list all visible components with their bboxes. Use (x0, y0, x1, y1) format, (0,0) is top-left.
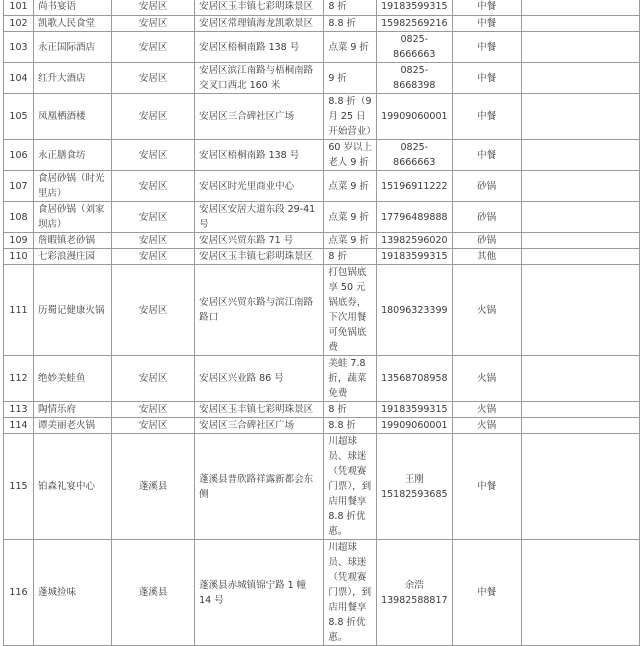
district: 安居区 (138, 404, 168, 415)
table-body (4, 0, 640, 646)
table-row (4, 171, 640, 202)
district: 安居区 (138, 420, 168, 431)
merchant-name: 凯歌人民食堂 (37, 18, 95, 29)
merchant-name: 红升大酒店 (37, 72, 86, 84)
merchant-name-cell (33, 32, 111, 63)
note-cell (521, 233, 639, 249)
table-row (4, 94, 640, 140)
category-cell (452, 540, 521, 646)
district: 安居区 (138, 373, 168, 384)
discount: 点菜 9 折 (328, 180, 369, 192)
note-cell (521, 63, 639, 94)
phone-number: 15196911222 (381, 180, 448, 192)
address: 安居区三合碑社区广场 (199, 420, 295, 431)
phone-number: 19183599315 (381, 251, 448, 262)
row-number-cell (4, 265, 34, 356)
category-cell (452, 0, 521, 16)
category: 中餐 (477, 72, 497, 84)
note-cell (521, 434, 639, 540)
category: 火锅 (477, 420, 497, 431)
phone-cell (377, 233, 453, 249)
row-number-cell (4, 32, 34, 63)
merchant-name: 永正国际酒店 (37, 41, 95, 53)
row-number-cell (4, 356, 34, 402)
address: 安居区玉丰镇七彩明珠景区 (199, 404, 314, 415)
category: 中餐 (477, 149, 497, 161)
discount-cell (324, 434, 377, 540)
merchant-name: 凤凰栖酒楼 (37, 111, 86, 122)
discount: 点菜 9 折 (328, 235, 369, 246)
phone-number: 19909060001 (381, 111, 448, 122)
phone-cell (377, 171, 453, 202)
merchant-name: 陶情乐府 (37, 404, 76, 415)
address-cell (195, 32, 324, 63)
address-cell (195, 356, 324, 402)
merchant-name-cell (33, 356, 111, 402)
category-cell (452, 402, 521, 418)
table-row (4, 356, 640, 402)
note-cell (521, 0, 639, 16)
discount-cell (324, 202, 377, 233)
phone-number: 13568708958 (381, 373, 448, 384)
discount: 8 折 (328, 404, 347, 415)
address: 安居区常理镇海龙凯歌景区 (199, 18, 314, 29)
table-row (4, 16, 640, 32)
row-number: 104 (9, 72, 28, 84)
address: 安居区梧桐南路 138 号 (199, 41, 300, 53)
category-cell (452, 32, 521, 63)
category: 其他 (477, 251, 497, 262)
phone-number: 19183599315 (381, 1, 448, 12)
district-cell (112, 540, 195, 646)
merchant-name-cell (33, 202, 111, 233)
phone-number: 15182593685 (381, 488, 448, 500)
discount: 8 折 (328, 251, 347, 262)
phone-number: 19909060001 (381, 420, 448, 431)
row-number: 103 (9, 41, 28, 53)
note-cell (521, 94, 639, 140)
district-cell (112, 265, 195, 356)
category: 中餐 (477, 587, 497, 598)
category-cell (452, 63, 521, 94)
category-cell (452, 171, 521, 202)
phone-cell (377, 202, 453, 233)
discount: 川超球员、球迷（凭观赛门票），到店用餐享 8.8 折优惠。 (328, 542, 372, 643)
discount-cell (324, 16, 377, 32)
table-row (4, 418, 640, 434)
discount-cell (324, 249, 377, 265)
category-cell (452, 434, 521, 540)
category-cell (452, 418, 521, 434)
merchant-name: 铂森礼宴中心 (37, 481, 95, 492)
address: 安居区时光里商业中心 (199, 180, 295, 192)
row-number-cell (4, 540, 34, 646)
category: 火锅 (477, 373, 497, 384)
merchant-name-cell (33, 63, 111, 94)
note-cell (521, 202, 639, 233)
merchant-name-cell (33, 540, 111, 646)
row-number: 101 (9, 1, 28, 12)
table-row (4, 63, 640, 94)
merchant-discount-table (3, 0, 640, 646)
address-cell (195, 233, 324, 249)
phone-cell (377, 140, 453, 171)
merchant-name-cell (33, 16, 111, 32)
address-cell (195, 16, 324, 32)
note-cell (521, 140, 639, 171)
contact-name: 王刚 (404, 473, 424, 485)
category: 中餐 (477, 1, 497, 12)
phone-number: 17796489888 (381, 211, 448, 223)
category-cell (452, 140, 521, 171)
district-cell (112, 32, 195, 63)
phone-number: 0825-8666663 (393, 142, 436, 168)
category: 砂锅 (477, 180, 497, 192)
phone-cell (377, 94, 453, 140)
note-cell (521, 540, 639, 646)
category: 中餐 (477, 111, 497, 122)
table-row (4, 249, 640, 265)
discount: 60 岁以上老人 9 折 (328, 142, 372, 168)
discount: 点菜 9 折 (328, 41, 369, 53)
district-cell (112, 63, 195, 94)
row-number-cell (4, 434, 34, 540)
merchant-name: 食居砂锅（刘家坝店） (37, 204, 105, 230)
discount: 川超球员、球迷（凭观赛门票），到店用餐享 8.8 折优惠。 (328, 436, 372, 537)
phone-number: 0825-8666663 (393, 34, 436, 60)
discount: 打包锅底享 50 元锅底券，下次用餐可免锅底费 (328, 267, 367, 353)
district: 安居区 (138, 235, 168, 246)
address-cell (195, 434, 324, 540)
row-number-cell (4, 16, 34, 32)
note-cell (521, 32, 639, 63)
row-number: 106 (9, 149, 28, 161)
district-cell (112, 233, 195, 249)
discount: 8 折 (328, 1, 347, 12)
note-cell (521, 356, 639, 402)
merchant-name: 绝妙美蛙鱼 (37, 373, 86, 384)
address: 蓬溪县普欣路祥露新都会东侧 (199, 473, 314, 500)
row-number-cell (4, 418, 34, 434)
row-number-cell (4, 402, 34, 418)
row-number-cell (4, 202, 34, 233)
discount-cell (324, 265, 377, 356)
merchant-name-cell (33, 233, 111, 249)
merchant-name-cell (33, 140, 111, 171)
address-cell (195, 202, 324, 233)
district: 安居区 (138, 149, 168, 161)
phone-cell (377, 249, 453, 265)
district: 安居区 (138, 304, 168, 316)
category-cell (452, 94, 521, 140)
discount-cell (324, 32, 377, 63)
category: 中餐 (477, 481, 497, 492)
discount: 9 折 (328, 72, 347, 84)
address-cell (195, 540, 324, 646)
district: 安居区 (138, 1, 168, 12)
district-cell (112, 249, 195, 265)
district: 安居区 (138, 41, 168, 53)
address-cell (195, 249, 324, 265)
phone-cell (377, 402, 453, 418)
note-cell (521, 171, 639, 202)
category: 砂锅 (477, 211, 497, 223)
row-number-cell (4, 249, 34, 265)
address: 安居区玉丰镇七彩明珠景区 (199, 1, 314, 12)
phone-number: 13982588817 (381, 594, 448, 606)
note-cell (521, 418, 639, 434)
district-cell (112, 356, 195, 402)
discount-cell (324, 356, 377, 402)
merchant-name: 詹暇镇老砂锅 (37, 235, 95, 246)
district: 安居区 (138, 211, 168, 223)
district-cell (112, 418, 195, 434)
table-row (4, 402, 640, 418)
address-cell (195, 0, 324, 16)
row-number: 105 (9, 111, 28, 122)
row-number-cell (4, 63, 34, 94)
table-row (4, 32, 640, 63)
category: 砂锅 (477, 235, 497, 246)
address-cell (195, 265, 324, 356)
merchant-discount-table-container (3, 0, 640, 646)
row-number: 111 (9, 304, 28, 316)
merchant-name-cell (33, 434, 111, 540)
phone-cell (377, 16, 453, 32)
row-number: 116 (9, 587, 28, 598)
category: 火锅 (477, 404, 497, 415)
merchant-name: 永正膳食坊 (37, 149, 86, 161)
merchant-name: 谭美丽老火锅 (37, 420, 95, 431)
discount-cell (324, 94, 377, 140)
phone-cell (377, 418, 453, 434)
row-number-cell (4, 171, 34, 202)
district-cell (112, 434, 195, 540)
address: 安居区三合碑社区广场 (199, 111, 295, 122)
district-cell (112, 0, 195, 16)
discount: 点菜 9 折 (328, 211, 369, 223)
address-cell (195, 63, 324, 94)
phone-number: 0825-8668398 (393, 65, 436, 91)
row-number-cell (4, 0, 34, 16)
table-row (4, 202, 640, 233)
district: 安居区 (138, 251, 168, 262)
row-number: 109 (9, 235, 28, 246)
row-number: 108 (9, 211, 28, 223)
merchant-name-cell (33, 402, 111, 418)
category-cell (452, 202, 521, 233)
address: 安居区兴贸东路与滨江南路路口 (199, 297, 314, 323)
row-number: 113 (9, 404, 28, 415)
row-number-cell (4, 94, 34, 140)
phone-number: 13982596020 (381, 235, 448, 246)
district: 安居区 (138, 111, 168, 122)
category: 火锅 (477, 304, 497, 316)
phone-cell (377, 63, 453, 94)
discount-cell (324, 140, 377, 171)
merchant-name-cell (33, 265, 111, 356)
merchant-name: 食居砂锅（时光里店） (37, 173, 105, 199)
table-row (4, 265, 640, 356)
discount-cell (324, 171, 377, 202)
merchant-name: 蓬城捡味 (37, 587, 76, 598)
discount-cell (324, 402, 377, 418)
address-cell (195, 402, 324, 418)
merchant-name-cell (33, 0, 111, 16)
district-cell (112, 16, 195, 32)
table-row (4, 233, 640, 249)
row-number: 115 (9, 481, 28, 492)
merchant-name-cell (33, 94, 111, 140)
phone-cell (377, 265, 453, 356)
phone-number: 18096323399 (381, 304, 448, 316)
discount: 8.8 折 (328, 420, 357, 431)
discount-cell (324, 63, 377, 94)
discount-cell (324, 540, 377, 646)
address: 安居区兴业路 86 号 (199, 373, 284, 384)
merchant-name: 七彩浪漫庄园 (37, 251, 95, 262)
address-cell (195, 94, 324, 140)
phone-cell (377, 540, 453, 646)
district: 安居区 (138, 180, 168, 192)
merchant-name-cell (33, 171, 111, 202)
row-number-cell (4, 140, 34, 171)
address-cell (195, 140, 324, 171)
district: 蓬溪县 (138, 587, 168, 598)
merchant-name-cell (33, 249, 111, 265)
category-cell (452, 233, 521, 249)
merchant-name: 尚书宴语 (37, 1, 76, 12)
category-cell (452, 265, 521, 356)
district-cell (112, 171, 195, 202)
merchant-name: 历蜀记健康火锅 (37, 304, 105, 316)
category: 中餐 (477, 41, 497, 53)
table-row (4, 140, 640, 171)
category-cell (452, 16, 521, 32)
note-cell (521, 16, 639, 32)
phone-cell (377, 32, 453, 63)
address: 安居区玉丰镇七彩明珠景区 (199, 251, 314, 262)
contact-name: 余浩 (404, 579, 424, 591)
row-number-cell (4, 233, 34, 249)
discount: 美蛙 7.8 折，蔬菜免费 (328, 358, 367, 399)
district: 安居区 (138, 18, 168, 29)
note-cell (521, 402, 639, 418)
table-row (4, 0, 640, 16)
district: 蓬溪县 (138, 481, 168, 492)
phone-cell (377, 356, 453, 402)
district-cell (112, 402, 195, 418)
district-cell (112, 140, 195, 171)
merchant-name-cell (33, 418, 111, 434)
row-number: 114 (9, 420, 28, 431)
phone-cell (377, 0, 453, 16)
phone-cell (377, 434, 453, 540)
row-number: 107 (9, 180, 28, 192)
address: 蓬溪县赤城镇锦宁路 1 幢 14 号 (199, 579, 307, 606)
district-cell (112, 94, 195, 140)
table-row (4, 540, 640, 646)
phone-number: 15982569216 (381, 18, 448, 29)
address: 安居区兴贸东路 71 号 (199, 235, 294, 246)
row-number: 102 (9, 18, 28, 29)
address: 安居区安居大道东段 29-41 号 (199, 204, 316, 230)
row-number: 112 (9, 373, 28, 384)
district-cell (112, 202, 195, 233)
note-cell (521, 265, 639, 356)
address: 安居区梧桐南路 138 号 (199, 149, 300, 161)
address-cell (195, 418, 324, 434)
district: 安居区 (138, 72, 168, 84)
discount-cell (324, 233, 377, 249)
note-cell (521, 249, 639, 265)
discount: 8.8 折（9 月 25 日开始营业） (328, 96, 376, 137)
address-cell (195, 171, 324, 202)
discount: 8.8 折 (328, 18, 357, 29)
address: 安居区滨江南路与梧桐南路交叉口西北 160 米 (199, 65, 314, 91)
table-row (4, 434, 640, 540)
category-cell (452, 356, 521, 402)
discount-cell (324, 0, 377, 16)
category: 中餐 (477, 18, 497, 29)
discount-cell (324, 418, 377, 434)
phone-number: 19183599315 (381, 404, 448, 415)
category-cell (452, 249, 521, 265)
row-number: 110 (9, 251, 28, 262)
